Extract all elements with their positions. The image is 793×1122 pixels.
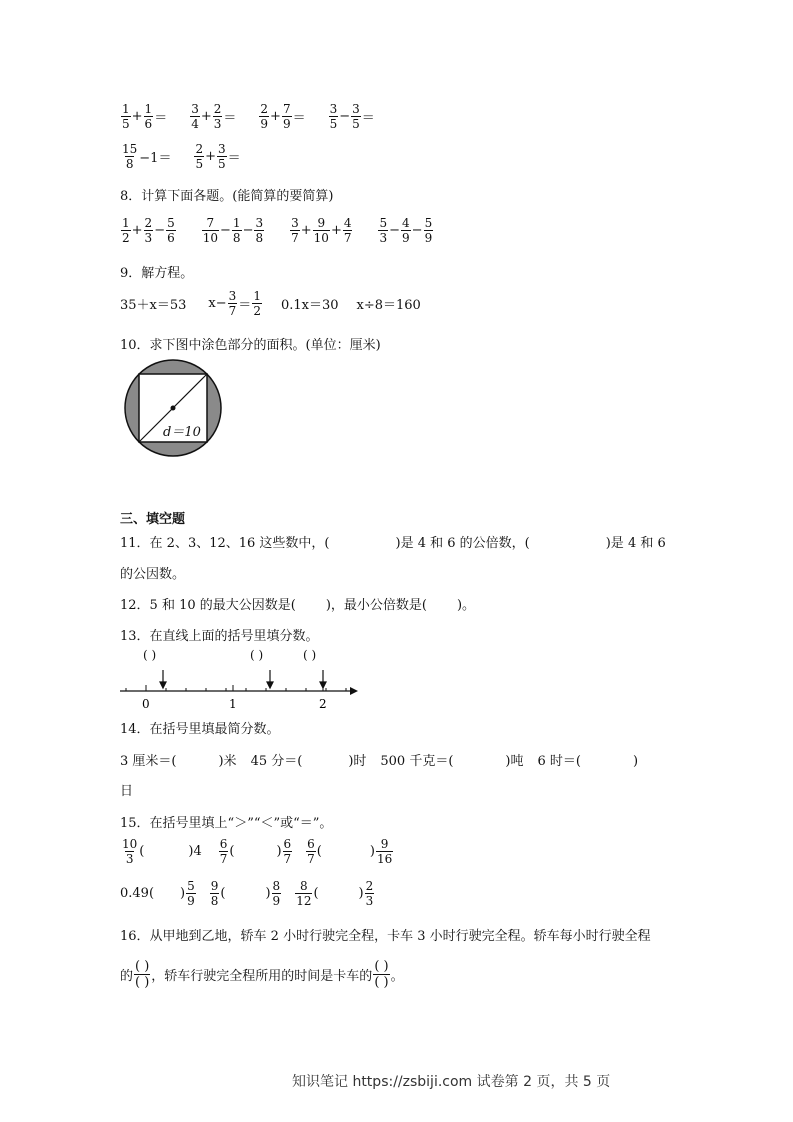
fraction: $\frac{1}{2}$ (122, 216, 130, 245)
question-16-line-1: 16．从甲地到乙地，轿车 2 小时行驶完全程，卡车 3 小时行驶完全程。轿车每小时行驶全程 (120, 929, 651, 944)
number-line (118, 664, 363, 714)
operator: −1＝ (139, 151, 172, 166)
number-line-blank-2[interactable]: ( ) (250, 648, 264, 662)
operator: − (154, 223, 166, 238)
question-9-equations (120, 290, 421, 317)
question-14-title: 14．在括号里填最简分数。 (120, 722, 280, 737)
equation-4: x÷8＝160 (356, 298, 421, 313)
question-11-line-2: 的公因数。 (120, 567, 186, 582)
tick-label-2: 2 (319, 697, 327, 711)
question-8-title: 8．计算下面各题。(能简算的要简算) (120, 189, 334, 204)
operator: ＝ (361, 111, 375, 126)
equation-2-fraction-a: $\frac{3}{7}$ (228, 289, 237, 318)
fraction: $\frac{5}{3}$ (379, 216, 388, 245)
fraction: $\frac{3}{4}$ (191, 102, 199, 131)
fraction: $\frac{3}{7}$ (291, 216, 299, 245)
fraction: $\frac{1}{8}$ (232, 216, 241, 245)
equation-2-fraction-b: $\frac{1}{2}$ (253, 289, 261, 318)
fraction: $\frac{15}{8}$ (122, 142, 138, 171)
question-8-items (120, 217, 434, 244)
page-footer: 知识笔记 https://zsbiji.com 试卷第 2 页，共 5 页 (292, 1074, 611, 1090)
question-12: 12．5 和 10 的最大公因数是( )，最小公倍数是( )。 (120, 598, 476, 613)
number-line-blank-3[interactable]: ( ) (303, 648, 317, 662)
operator: − (242, 223, 254, 238)
operator: + (131, 109, 143, 124)
section-3-heading: 三、填空题 (120, 512, 186, 527)
fraction: $\frac{2}{3}$ (144, 216, 153, 245)
number-line-blank-1[interactable]: ( ) (143, 648, 157, 662)
equation-2-prefix: x− (208, 296, 227, 311)
question-9-title: 9．解方程。 (120, 266, 194, 281)
operator: + (205, 149, 216, 164)
operator: − (339, 109, 351, 124)
fraction-blank-2[interactable]: $\frac{( )}{( )}$ (374, 959, 389, 990)
question-15-row-2: 0.49 ( ) $\frac{5}{9}$ $\frac{9}{8}$ ( ) $\frac{8}{9}$ $\frac{8}{12}$ ( ) $\frac{2}{3}$ (120, 879, 374, 908)
operator: − (411, 223, 423, 238)
calc-row-1 (120, 103, 375, 130)
fraction: $\frac{3}{5}$ (329, 102, 338, 131)
question-15-row-1: $\frac{10}{3}$ ( ) 4 $\frac{6}{7}$ ( ) $\frac{6}{7}$ $\frac{6}{7}$ ( ) $\frac{9}{16}$ (122, 837, 393, 866)
tick-label-0: 0 (142, 697, 150, 711)
question-15-title: 15．在括号里填上“＞”“＜”或“＝”。 (120, 816, 333, 831)
fraction: $\frac{2}{3}$ (213, 102, 222, 131)
tick-label-1: 1 (229, 697, 237, 711)
operator: + (330, 223, 342, 238)
fraction: $\frac{5}{6}$ (167, 216, 175, 245)
fraction: $\frac{1}{5}$ (122, 102, 130, 131)
equation-2-eq: ＝ (238, 298, 252, 313)
calc-row-2 (120, 143, 241, 170)
operator: ＝ (292, 111, 306, 126)
equation-1: 35＋x＝53 (120, 298, 187, 313)
equation-3: 0.1x＝30 (280, 298, 339, 313)
operator: − (220, 223, 231, 238)
fraction: $\frac{4}{7}$ (343, 216, 352, 245)
question-14-line-1: 3 厘米＝( )米 45 分＝( )时 500 千克＝( )吨 6 时＝( ) (120, 754, 639, 769)
question-10-title: 10．求下图中涂色部分的面积。(单位：厘米) (120, 338, 381, 353)
operator: + (131, 223, 143, 238)
operator: + (300, 223, 312, 238)
fraction: $\frac{7}{10}$ (202, 216, 219, 245)
fraction: $\frac{3}{5}$ (352, 102, 360, 131)
fraction: $\frac{7}{9}$ (282, 102, 291, 131)
question-16-line-2: 的 $\frac{( )}{( )}$ ，轿车行驶完全程所用的时间是卡车的 $\frac{( )}{( )}$ 。 (120, 959, 404, 990)
operator: ＝ (223, 111, 237, 126)
operator: ＝ (154, 111, 168, 126)
operator: + (270, 109, 281, 124)
diameter-label: d＝10 (163, 425, 201, 440)
operator: − (389, 223, 401, 238)
operator: ＝ (227, 151, 241, 166)
question-11-line-1: 11．在 2、3、12、16 这些数中，( )是 4 和 6 的公倍数，( )是 4 和 6 (120, 536, 666, 551)
fraction: $\frac{1}{6}$ (144, 102, 153, 131)
fraction: $\frac{2}{9}$ (260, 102, 269, 131)
fraction: $\frac{2}{5}$ (195, 142, 204, 171)
fraction: $\frac{9}{10}$ (313, 216, 329, 245)
fraction: $\frac{3}{8}$ (255, 216, 264, 245)
question-13-title: 13．在直线上面的括号里填分数。 (120, 629, 319, 644)
fraction: $\frac{5}{9}$ (424, 216, 433, 245)
circle-square-figure (120, 358, 226, 458)
fraction-blank-1[interactable]: $\frac{( )}{( )}$ (135, 959, 150, 990)
operator: + (200, 109, 212, 124)
question-14-line-2: 日 (120, 784, 134, 799)
fraction: $\frac{4}{9}$ (402, 216, 410, 245)
fraction: $\frac{3}{5}$ (218, 142, 226, 171)
